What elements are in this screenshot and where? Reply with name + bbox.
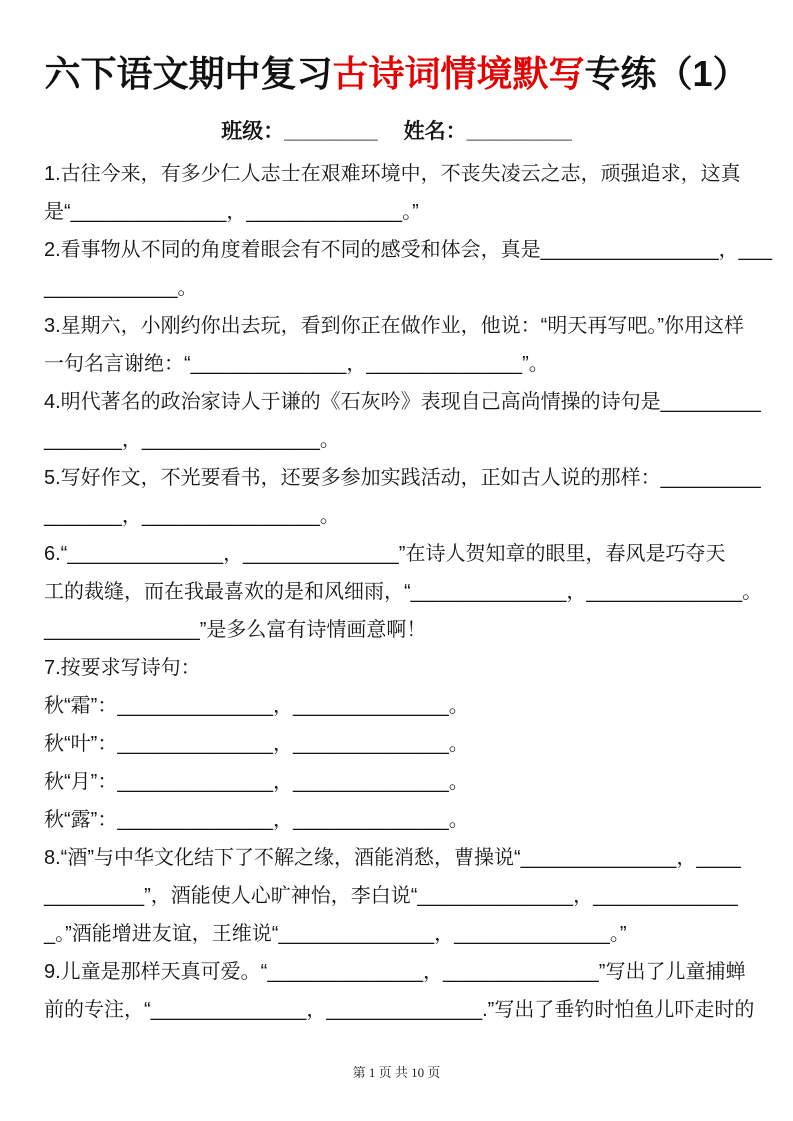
question-6 [44,535,763,649]
title-part-2: 专练（1） [584,53,749,94]
question-line: 工的裁缝，而在我最喜欢的是和风细雨，“______________，______________。 [44,581,763,603]
question-line: _________”，酒能使人心旷神怡，李白说“______________，_____________ [44,885,738,907]
class-blank-line: ________ [284,120,378,143]
question-line: _______，________________。 [44,429,340,451]
page-title [44,0,749,97]
question-line: 3.星期六，小刚约你出去玩，看到你正在做作业，他说：“明天再写吧。”你用这样 [44,315,744,337]
question-line: 前的专注，“______________，______________.”写出了垂钓时怕鱼儿吓走时的 [44,999,755,1021]
question-line: 6.“______________，______________”在诗人贺知章的眼里，春风是巧夺天 [44,543,726,565]
name-label: 姓名： [403,120,467,143]
question-9 [44,953,755,1029]
question-line-autumn-dew: 秋“露”：______________，______________。 [44,809,469,831]
question-line: 4.明代著名的政治家诗人于谦的《石灰吟》表现自己高尚情操的诗句是_________ [44,391,761,413]
question-line: _。”酒能增进友谊，王维说“______________，______________。” [44,923,627,945]
page-number: 第 1 页 共 10 页 [352,1065,441,1080]
question-line: 7.按要求写诗句： [44,657,201,679]
question-2 [44,231,773,307]
question-8 [44,839,749,953]
question-3 [44,307,749,383]
question-4 [44,383,761,459]
class-label: 班级： [221,120,285,143]
question-line-autumn-frost: 秋“霜”：______________，______________。 [44,695,469,717]
question-5 [44,459,761,535]
question-line: ____________。 [44,277,198,299]
question-line: 2.看事物从不同的角度着眼会有不同的感受和体会，真是________________，___ [44,239,773,261]
title-highlight: 古诗词情境默写 [332,53,585,94]
title-part-1: 六下语文期中复习 [44,53,333,94]
question-line: ______________”是多么富有诗情画意啊！ [44,619,427,641]
class-name-header [44,115,749,145]
name-blank-line: _________ [466,120,572,143]
question-line-autumn-moon: 秋“月”：______________，______________。 [44,771,469,793]
question-line: 9.儿童是那样天真可爱。“______________，______________”写出了儿童捕蝉 [44,961,746,983]
question-7 [44,649,749,839]
questions-body [44,155,773,1029]
question-1 [44,155,749,231]
question-line: _______，________________。 [44,505,340,527]
question-line: 是“______________，______________。” [44,201,419,223]
question-line: 5.写好作文，不光要看书，还要多参加实践活动，正如古人说的那样：_________ [44,467,761,489]
question-line: 8.“酒”与中华文化结下了不解之缘，酒能消愁，曹操说“______________，____ [44,847,741,869]
question-line-autumn-leaf: 秋“叶”：______________，______________。 [44,733,469,755]
question-line: 1.古往今来，有多少仁人志士在艰难环境中，不丧失凌云之志，顽强追求，这真 [44,163,741,185]
question-line: 一句名言谢绝：“______________，______________”。 [44,353,549,375]
